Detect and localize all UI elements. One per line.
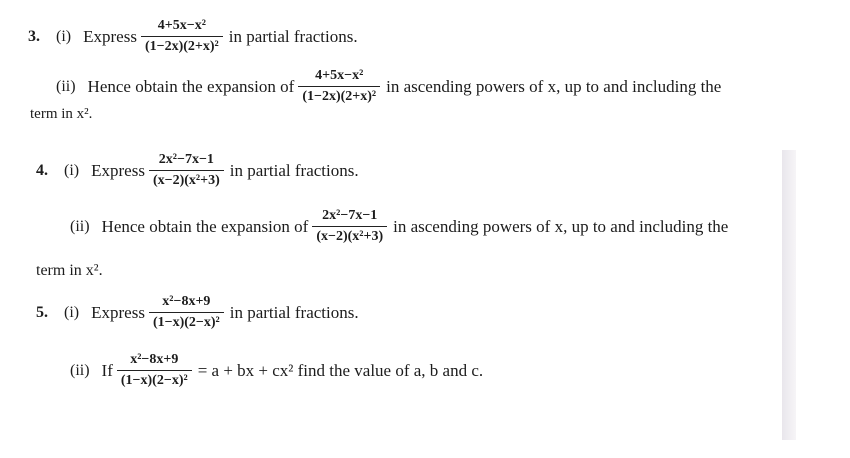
prefix-text: If [101,360,113,380]
fraction [149,294,224,331]
fraction [149,152,224,189]
part-label: (i) [64,303,80,321]
fraction [312,208,387,245]
numerator: x²−8x+9 [130,352,179,367]
denominator: (1−x)(2−x)² [117,370,192,389]
part-label: (ii) [70,217,90,235]
prefix-text: Express [91,302,145,322]
suffix-text: in partial fractions. [229,160,359,180]
denominator: (x−2)(x²+3) [312,226,387,245]
q3-part-ii [56,68,721,105]
prefix-text: Express [83,26,137,46]
suffix-text: in ascending powers of x, up to and including the [393,216,729,236]
part-label: (i) [64,161,80,179]
prefix-text: Hence obtain the expansion of [87,76,295,96]
denominator: (1−2x)(2+x)² [141,36,223,55]
numerator: 2x²−7x−1 [322,208,378,223]
numerator: x²−8x+9 [162,294,211,309]
fraction [117,352,192,389]
q4-continuation: term in x². [36,262,103,279]
paper-edge-shadow [782,150,796,440]
fraction [141,18,223,55]
question-number: 4. [36,161,48,179]
suffix-text: in partial fractions. [229,302,359,322]
part-label: (ii) [56,77,76,95]
part-label: (ii) [70,361,90,379]
suffix-text: in ascending powers of x, up to and including the [386,76,722,96]
numerator: 2x²−7x−1 [158,152,214,167]
fraction [298,68,380,105]
prefix-text: Hence obtain the expansion of [101,216,309,236]
denominator: (1−2x)(2+x)² [298,86,380,105]
suffix-text: in partial fractions. [228,26,358,46]
q5-part-i [36,294,359,331]
q5-part-ii [70,352,483,389]
denominator: (1−x)(2−x)² [149,312,224,331]
q4-part-ii [70,208,728,245]
numerator: 4+5x−x² [315,68,364,83]
numerator: 4+5x−x² [157,18,206,33]
prefix-text: Express [91,160,145,180]
q3-part-i [28,18,358,55]
question-number: 3. [28,27,40,45]
q4-part-i [36,152,359,189]
denominator: (x−2)(x²+3) [149,170,224,189]
part-label: (i) [56,27,72,45]
suffix-text: = a + bx + cx² find the value of a, b and c. [197,360,484,380]
question-number: 5. [36,303,48,321]
q3-continuation: term in x². [30,106,93,122]
